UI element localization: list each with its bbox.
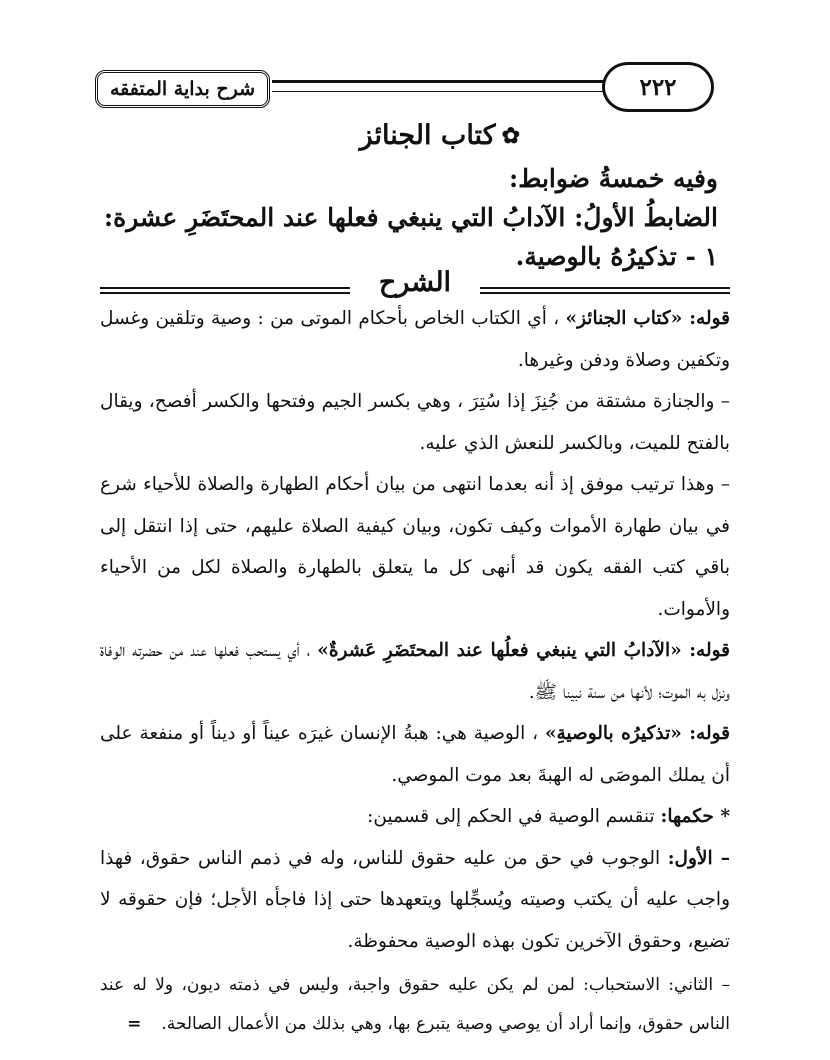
paragraph-text: ، أي الكتاب الخاص بأحكام الموتى من : وصية وتلقين وغسل وتكفين وصلاة ودفن وغيرها. bbox=[100, 308, 730, 371]
paragraph-3 bbox=[100, 464, 730, 630]
header-rule bbox=[272, 80, 605, 92]
paragraph-1 bbox=[100, 298, 730, 381]
matn-item-one: ١ - تذكيرُهُ بالوصية. bbox=[515, 242, 718, 271]
paragraph-text: – وهذا ترتيب موفق إذ أنه بعدما انتهى من بيان أحكام الطهارة والصلاة للأحياء شرع في بيان طهارة الأموات وكيف تكون، وبيان كيفية الصلاة عليهم، حتى إذا انتقل إلى باقي كتب الفقه يكون قد أنهى كل ما يتعلق بالطهارة والصلاة لكل من الأحياء والأموات. bbox=[100, 474, 730, 620]
chapter-title-text: كتاب الجنائز bbox=[359, 120, 496, 151]
paragraph-lead: قوله: «تذكيرُه بالوصيةِ» bbox=[544, 723, 730, 744]
paragraph-lead: قوله: «الآدابُ التي ينبغي فعلُها عند المحتَضَرِ عَشرةٌ» bbox=[317, 640, 730, 661]
paragraph-7 bbox=[100, 838, 730, 963]
matn-rule-one: الضابطُ الأولُ: الآدابُ التي ينبغي فعلها عند المحتَضَرِ عشرة: bbox=[103, 203, 718, 232]
paragraph-text: – والجنازة مشتقة من جُنِزَ إذا سُتِرَ ، وهي بكسر الجيم وفتحها والكسر أفصح، ويقال بالفتح للميت، وبالكسر للنعش الذي عليه. bbox=[100, 391, 730, 454]
paragraph-2 bbox=[100, 381, 730, 464]
commentary-body bbox=[100, 298, 730, 1044]
book-title: شرح بداية المتفقه bbox=[109, 78, 256, 100]
paragraph-text: تنقسم الوصية في الحكم إلى قسمين: bbox=[367, 806, 655, 827]
paragraph-lead: – الأول: bbox=[667, 847, 730, 869]
paragraph-text: الوجوب في حق من عليه حقوق للناس، وله في ذمم الناس حقوق، فهذا واجب عليه أن يكتب وصيته ويُسجِّلها ويتعهدها حتى إذا فاجأه الأجل؛ فإن حقوقه لا تضيع، وحقوق الآخرين تكون بهذه الوصية محفوظة. bbox=[100, 847, 730, 952]
paragraph-text: ، الوصية هي: هبةُ الإنسان غيرَه عيناً أو ديناً أو منفعة على أن يملك الموصَى له الهبةَ بعد موت الموصي. bbox=[100, 723, 730, 786]
paragraph-lead: * حكمها: bbox=[660, 806, 730, 827]
page-number-frame bbox=[602, 62, 714, 112]
divider-line-right bbox=[480, 287, 730, 294]
page-number: ٢٢٢ bbox=[639, 73, 677, 101]
continuation-mark: = bbox=[127, 1014, 142, 1034]
book-title-frame bbox=[95, 70, 270, 108]
paragraph-lead: قوله: «كتاب الجنائز» bbox=[565, 308, 730, 329]
flower-icon: ✿ bbox=[501, 122, 520, 149]
paragraph-8 bbox=[100, 966, 730, 1044]
paragraph-5 bbox=[100, 713, 730, 796]
paragraph-text: ، أي يستحب فعلها عند من حضرته الوفاة ونزل به الموت؛ لأنها من سنة نبينا ﷺ. bbox=[100, 640, 730, 703]
paragraph-6 bbox=[100, 796, 730, 838]
paragraph-text: – الثاني: الاستحباب: لمن لم يكن عليه حقوق واجبة، وليس في ذمته ديون، ولا له عند الناس حقوق، وإنما أراد أن يوصي وصية يتبرع بها، وهي بذلك من الأعمال الصالحة. bbox=[100, 975, 730, 1034]
chapter-title bbox=[360, 120, 520, 151]
paragraph-4 bbox=[100, 630, 730, 713]
divider-line-left bbox=[100, 287, 350, 294]
matn-intro: وفيه خمسةُ ضوابط: bbox=[509, 164, 718, 193]
sharh-label: الشرح bbox=[378, 267, 452, 298]
